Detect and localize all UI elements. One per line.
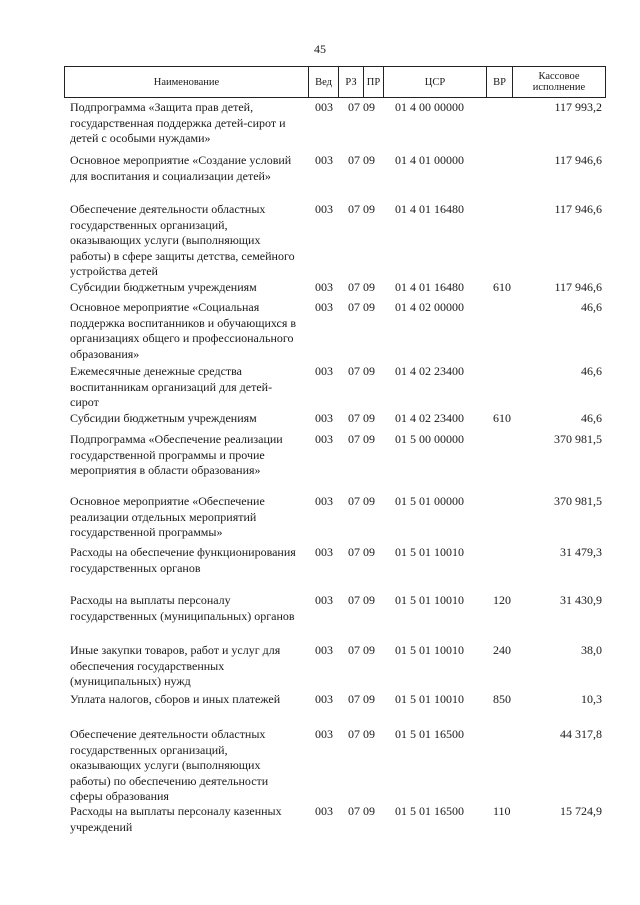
row-ved: 003 xyxy=(315,364,333,378)
row-sum: 117 993,2 xyxy=(554,100,602,114)
row-sum: 46,6 xyxy=(581,411,602,425)
row-ved: 003 xyxy=(315,494,333,508)
row-csr: 01 5 01 10010 xyxy=(395,692,464,706)
row-sum: 46,6 xyxy=(581,300,602,314)
row-csr: 01 4 01 16480 xyxy=(395,202,464,216)
row-ved: 003 xyxy=(315,545,333,559)
row-rzpr: 07 09 xyxy=(348,432,375,446)
row-sum: 31 479,3 xyxy=(560,545,602,559)
row-sum: 370 981,5 xyxy=(554,432,602,446)
row-csr: 01 5 01 10010 xyxy=(395,593,464,607)
row-sum: 15 724,9 xyxy=(560,804,602,818)
row-rzpr: 07 09 xyxy=(348,411,375,425)
header-pr: ПР xyxy=(364,67,384,97)
row-csr: 01 5 01 10010 xyxy=(395,545,464,559)
row-rzpr: 07 09 xyxy=(348,300,375,314)
row-rzpr: 07 09 xyxy=(348,153,375,167)
row-sum: 117 946,6 xyxy=(554,280,602,294)
row-ved: 003 xyxy=(315,202,333,216)
row-vr: 110 xyxy=(493,804,511,818)
row-name: Обеспечение деятельности областных государственных организаций, оказывающих услуги (выполняющих работы) по обеспечению деятельности сферы образования xyxy=(70,727,269,803)
row-ved: 003 xyxy=(315,153,333,167)
row-vr: 240 xyxy=(493,643,511,657)
row-name: Подпрограмма «Обеспечение реализации государственной программы и прочие мероприятия в области образования» xyxy=(70,432,283,477)
header-sum: Кассовое исполнение xyxy=(532,71,586,93)
row-ved: 003 xyxy=(315,727,333,741)
row-rzpr: 07 09 xyxy=(348,804,375,818)
row-csr: 01 5 01 16500 xyxy=(395,804,464,818)
row-ved: 003 xyxy=(315,804,333,818)
row-name: Уплата налогов, сборов и иных платежей xyxy=(70,692,281,706)
header-ved: Вед xyxy=(309,67,339,97)
row-sum: 10,3 xyxy=(581,692,602,706)
row-csr: 01 4 02 23400 xyxy=(395,364,464,378)
row-csr: 01 4 01 00000 xyxy=(395,153,464,167)
row-vr: 610 xyxy=(493,280,511,294)
row-sum: 38,0 xyxy=(581,643,602,657)
row-csr: 01 4 00 00000 xyxy=(395,100,464,114)
row-name: Подпрограмма «Защита прав детей, государственная поддержка детей-сирот и детей с особыми нуждами» xyxy=(70,100,286,145)
page-number: 45 xyxy=(314,42,326,56)
row-sum: 46,6 xyxy=(581,364,602,378)
row-vr: 120 xyxy=(493,593,511,607)
row-ved: 003 xyxy=(315,692,333,706)
row-rzpr: 07 09 xyxy=(348,202,375,216)
row-rzpr: 07 09 xyxy=(348,364,375,378)
row-rzpr: 07 09 xyxy=(348,692,375,706)
row-name: Обеспечение деятельности областных государственных организаций, оказывающих услуги (выполняющих работы) в сфере защиты детства, семейного устройства детей xyxy=(70,202,295,278)
row-ved: 003 xyxy=(315,643,333,657)
header-rz: РЗ xyxy=(339,67,364,97)
row-ved: 003 xyxy=(315,411,333,425)
row-name: Ежемесячные денежные средства воспитанникам организаций для детей-сирот xyxy=(70,364,273,409)
row-name: Основное мероприятие «Социальная поддержка воспитанников и обучающихся в организациях общего и профессионального образования» xyxy=(70,300,297,361)
row-name: Субсидии бюджетным учреждениям xyxy=(70,280,257,294)
row-sum: 44 317,8 xyxy=(560,727,602,741)
row-csr: 01 5 01 16500 xyxy=(395,727,464,741)
row-name: Расходы на обеспечение функционирования государственных органов xyxy=(70,545,296,575)
row-name: Основное мероприятие «Создание условий для воспитания и социализации детей» xyxy=(70,153,292,183)
row-csr: 01 4 01 16480 xyxy=(395,280,464,294)
row-ved: 003 xyxy=(315,100,333,114)
row-name: Иные закупки товаров, работ и услуг для обеспечения государственных (муниципальных) нужд xyxy=(70,643,281,688)
row-rzpr: 07 09 xyxy=(348,494,375,508)
table-header xyxy=(64,66,606,98)
row-rzpr: 07 09 xyxy=(348,280,375,294)
row-name: Расходы на выплаты персоналу казенных учреждений xyxy=(70,804,282,834)
row-sum: 117 946,6 xyxy=(554,202,602,216)
row-ved: 003 xyxy=(315,432,333,446)
row-rzpr: 07 09 xyxy=(348,727,375,741)
row-name: Расходы на выплаты персоналу государственных (муниципальных) органов xyxy=(70,593,295,623)
row-ved: 003 xyxy=(315,280,333,294)
row-ved: 003 xyxy=(315,593,333,607)
row-sum: 370 981,5 xyxy=(554,494,602,508)
row-csr: 01 4 02 00000 xyxy=(395,300,464,314)
row-ved: 003 xyxy=(315,300,333,314)
header-csr: ЦСР xyxy=(384,67,487,97)
row-sum: 31 430,9 xyxy=(560,593,602,607)
header-name: Наименование xyxy=(65,67,309,97)
row-vr: 850 xyxy=(493,692,511,706)
header-vr: ВР xyxy=(487,67,513,97)
row-name: Основное мероприятие «Обеспечение реализации отдельных мероприятий государственной программы» xyxy=(70,494,265,539)
row-name: Субсидии бюджетным учреждениям xyxy=(70,411,257,425)
row-rzpr: 07 09 xyxy=(348,593,375,607)
row-csr: 01 5 00 00000 xyxy=(395,432,464,446)
row-csr: 01 5 01 00000 xyxy=(395,494,464,508)
row-rzpr: 07 09 xyxy=(348,100,375,114)
row-sum: 117 946,6 xyxy=(554,153,602,167)
row-rzpr: 07 09 xyxy=(348,545,375,559)
row-csr: 01 4 02 23400 xyxy=(395,411,464,425)
row-csr: 01 5 01 10010 xyxy=(395,643,464,657)
row-vr: 610 xyxy=(493,411,511,425)
row-rzpr: 07 09 xyxy=(348,643,375,657)
